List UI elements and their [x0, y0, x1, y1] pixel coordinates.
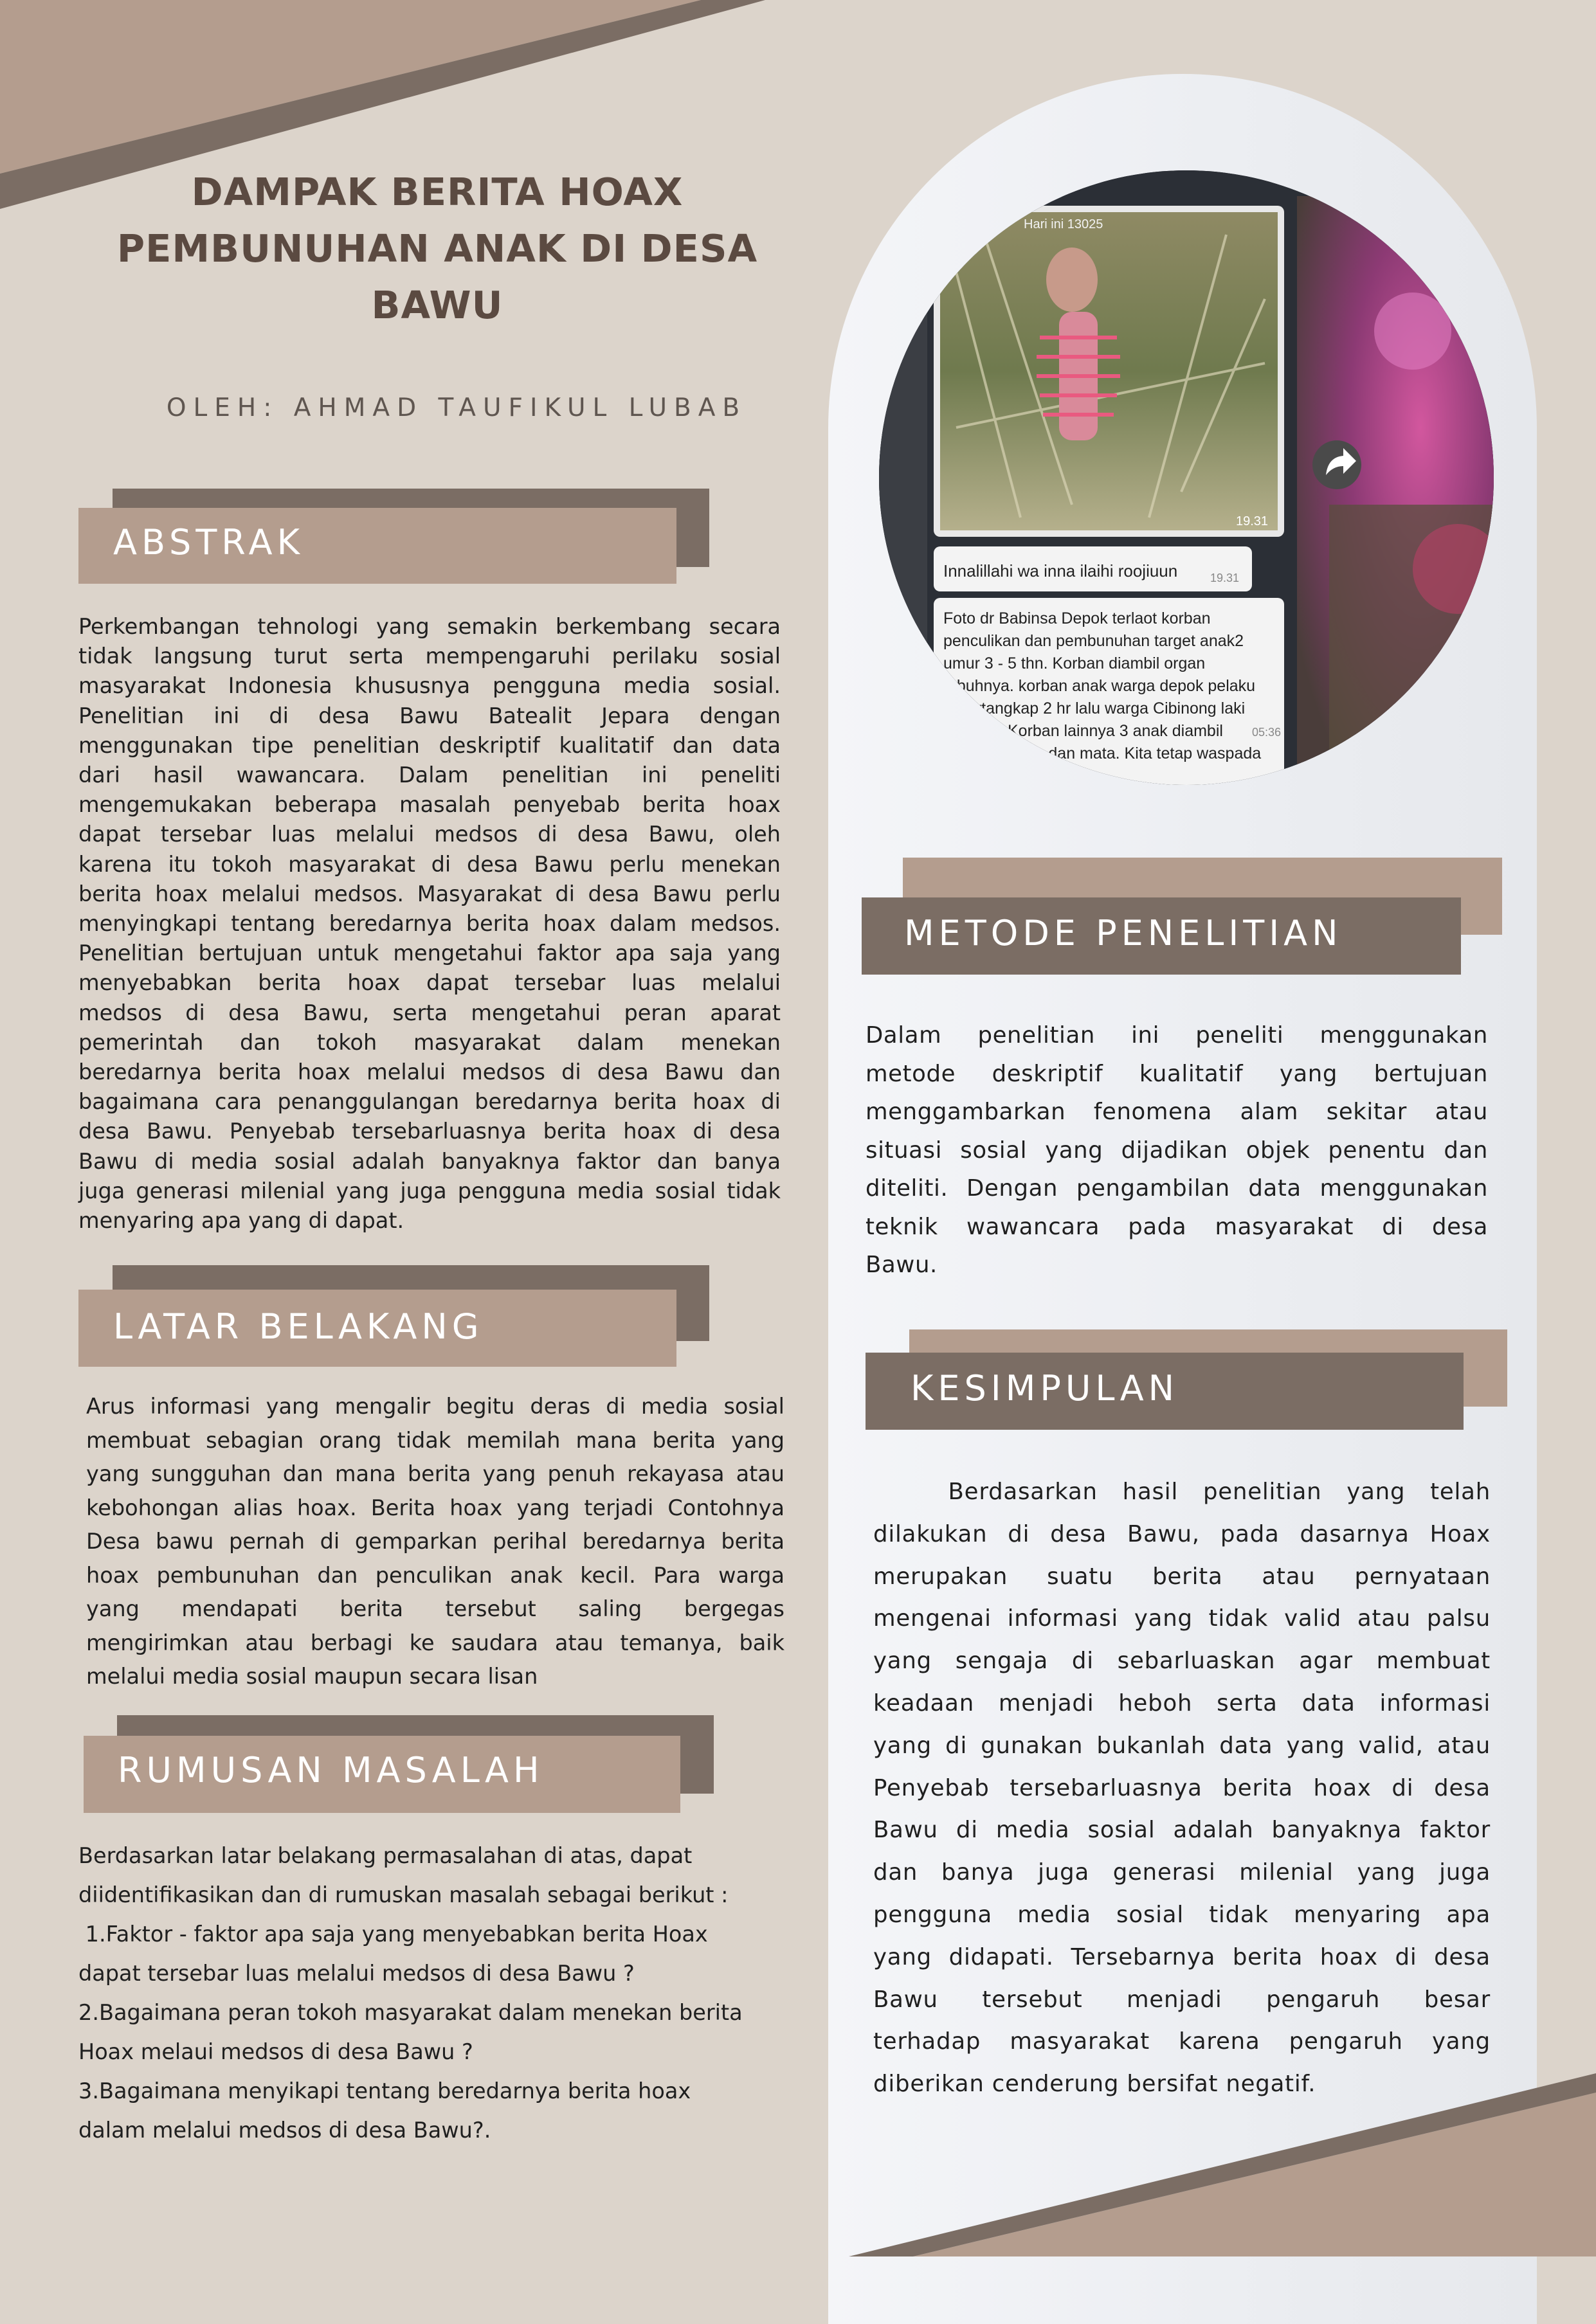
text-line: yang didapati. Tersebarnya berita hoax di desa: [873, 1943, 1491, 1970]
text-line: menyaring apa yang di dapat.: [78, 1208, 404, 1234]
text-line: Dalam penelitian ini peneliti menggunakan: [866, 1022, 1488, 1049]
text-line: diteliti. Dengan pengambilan data menggunakan: [866, 1175, 1488, 1202]
text-line: Bawu di media sosial adalah banyaknya faktor dan banya: [78, 1148, 781, 1174]
text-line: pemerintah dan tokoh masyarakat dalam menekan: [78, 1029, 781, 1055]
abstrak-heading: ABSTRAK: [113, 522, 304, 563]
text-line: bagaimana cara penanggulangan beredarnya berita hoax di: [78, 1089, 781, 1115]
rumusan-heading: RUMUSAN MASALAH: [118, 1750, 544, 1790]
text-line: dilakukan di desa Bawu, pada dasarnya Hoax: [873, 1520, 1491, 1547]
message-line: penculikan dan pembunuhan target anak2: [943, 632, 1244, 650]
text-line: keadaan menjadi heboh serta data informasi: [873, 1689, 1491, 1716]
text-line: dan banya juga generasi milenial yang juga: [873, 1859, 1491, 1886]
text-line: Penyebab tersebarluasnya berita hoax di desa: [873, 1774, 1491, 1801]
text-line: yang mendapati berita tersebut saling bergegas: [86, 1596, 784, 1621]
text-line: Desa bawu pernah di gemparkan perihal beredarnya berita: [86, 1529, 784, 1554]
text-line: kebohongan alias hoax. Berita hoax yang terjadi Contohnya: [86, 1495, 784, 1520]
text-line: Perkembangan tehnologi yang semakin berkembang secara: [78, 614, 781, 639]
metode-heading: METODE PENELITIAN: [904, 913, 1343, 953]
metode-text: [866, 1016, 1488, 1284]
text-line: Penelitian ini di desa Bawu Batealit Jepara dengan: [78, 703, 781, 728]
text-line: beredarnya berita hoax melalui medsos di desa Bawu dan: [78, 1059, 781, 1085]
text-line: dapat tersebar luas melalui medsos di desa Bawu ?: [78, 1961, 635, 1986]
text-line: Arus informasi yang mengalir begitu deras di media sosial: [86, 1394, 784, 1419]
text-line: merupakan suatu berita atau pernyataan: [873, 1563, 1491, 1590]
text-line: melalui media sosial maupun secara lisan: [86, 1664, 538, 1689]
text-line: masyarakat Indonesia khususnya pengguna media sosial.: [78, 673, 781, 699]
kesimpulan-heading: KESIMPULAN: [911, 1368, 1179, 1409]
text-line: yang sengaja di sebarluaskan agar membuat: [873, 1648, 1491, 1675]
text-line: menggambarkan fenomena alam sekitar atau: [866, 1099, 1488, 1125]
text-line: 3.Bagaimana menyikapi tentang beredarnya berita hoax: [78, 2078, 691, 2103]
message-line: tertangkap 2 hr lalu warga Cibinong laki: [963, 699, 1246, 717]
text-line: medsos di desa Bawu, serta mengetahui peran aparat: [78, 1000, 781, 1025]
text-line: menyebabkan berita hoax dapat tersebar luas melalui: [78, 970, 781, 996]
message-line: umur 3 - 5 thn. Korban diambil organ: [943, 654, 1206, 672]
text-line: karena itu tokoh masyarakat di desa Bawu perlu menekan: [78, 851, 781, 877]
text-line: diberikan cenderung bersifat negatif.: [873, 2071, 1316, 2098]
text-line: Berdasarkan latar belakang permasalahan di atas, dapat: [78, 1843, 693, 1868]
text-line: hoax pembunuhan dan penculikan anak kecil. Para warga: [86, 1562, 784, 1588]
text-line: 1.Faktor - faktor apa saja yang menyebabkan berita Hoax: [78, 1922, 708, 1947]
text-line: membuat sebagian orang tidak memilah mana berita yang: [86, 1427, 784, 1453]
text-line: yang di gunakan bukanlah data yang valid, atau: [873, 1732, 1491, 1759]
text-line: Berdasarkan hasil penelitian yang telah: [873, 1479, 1491, 1505]
text-line: Bawu di media sosial adalah banyaknya faktor: [873, 1817, 1491, 1844]
share-arrow-icon: [1312, 440, 1361, 489]
text-line: dari hasil wawancara. Dalam penelitian ini peneliti: [78, 762, 781, 788]
text-line: 2.Bagaimana peran tokoh masyarakat dalam menekan berita: [78, 2000, 743, 2025]
text-line: pengguna media sosial tidak menyaring apa: [873, 1901, 1491, 1928]
photo-date: Hari ini 13025: [1024, 217, 1103, 231]
text-line: mengemukakan beberapa masalah penyebab berita hoax: [78, 792, 781, 818]
text-line: diidentifikasikan dan di rumuskan masalah sebagai berikut :: [78, 1882, 729, 1907]
text-line: mengenai informasi yang tidak valid atau palsu: [873, 1605, 1491, 1632]
text-line: metode deskriptif kualitatif yang bertujuan: [866, 1060, 1488, 1087]
text-line: Bawu.: [866, 1252, 938, 1278]
text-line: berita hoax melalui medsos. Masyarakat di desa Bawu perlu: [78, 881, 781, 906]
text-line: Penelitian bertujuan untuk mengetahui faktor apa saja yang: [78, 941, 781, 966]
title-line: PEMBUNUHAN ANAK DI DESA: [116, 226, 758, 271]
message-line: Foto dr Babinsa Depok terlaot korban: [943, 609, 1211, 627]
photo-time-1: 19.31: [1236, 514, 1269, 528]
text-line: tidak langsung turut serta mempengaruhi perilaku sosial: [78, 644, 781, 669]
text-line: Bawu tersebut menjadi pengaruh besar: [873, 1986, 1491, 2013]
text-line: yang sungguhan dan mana berita yang penuh rekayasa atau: [86, 1461, 784, 1486]
photo-time-3: 05:36: [1252, 726, 1282, 739]
latar-text: [86, 1390, 784, 1694]
text-line: mengirimkan atau berbagi ke saudara atau temanya, baik: [86, 1630, 784, 1655]
photo-time-2: 19.31: [1210, 572, 1240, 584]
hoax-screenshot-photo: [879, 170, 1494, 785]
text-line: terhadap masyarakat karena pengaruh yang: [873, 2028, 1491, 2055]
author-line: OLEH: AHMAD TAUFIKUL LUBAB: [166, 393, 747, 422]
message-line: Korban lainnya 3 anak diambil: [1008, 722, 1223, 740]
text-line: situasi sosial yang dijadikan objek penentu dan: [866, 1137, 1488, 1164]
text-line: juga generasi milenial yang juga pengguna media sosial tidak: [78, 1178, 781, 1203]
text-line: dapat tersebar luas melalui medsos di desa Bawu, oleh: [78, 822, 781, 847]
text-line: teknik wawancara pada masyarakat di desa: [866, 1213, 1488, 1240]
abstrak-text: [78, 612, 781, 1236]
message-line: mpuan dan mata. Kita tetap waspada: [995, 744, 1262, 762]
title-line: DAMPAK BERITA HOAX: [191, 170, 684, 214]
text-line: menyingkapi tentang beredarnya berita hoax dalam medsos.: [78, 911, 781, 937]
text-line: dalam melalui medsos di desa Bawu?.: [78, 2118, 491, 2143]
photo-caption: Innalillahi wa inna ilaihi roojiuun: [943, 561, 1178, 581]
rumusan-text: [78, 1836, 792, 2150]
text-line: menggunakan tipe penelitian deskriptif kualitatif dan data: [78, 732, 781, 758]
poster-title: [77, 164, 797, 334]
text-line: Hoax melaui medsos di desa Bawu ?: [78, 2039, 473, 2064]
text-line: desa Bawu. Penyebab tersebarluasnya berita hoax di desa: [78, 1119, 781, 1144]
kesimpulan-text: [873, 1471, 1491, 2105]
photo-illustration: [879, 170, 1494, 785]
message-line: tubuhnya. korban anak warga depok pelaku: [943, 677, 1256, 695]
latar-heading: LATAR BELAKANG: [113, 1306, 484, 1347]
title-line: BAWU: [371, 283, 503, 327]
